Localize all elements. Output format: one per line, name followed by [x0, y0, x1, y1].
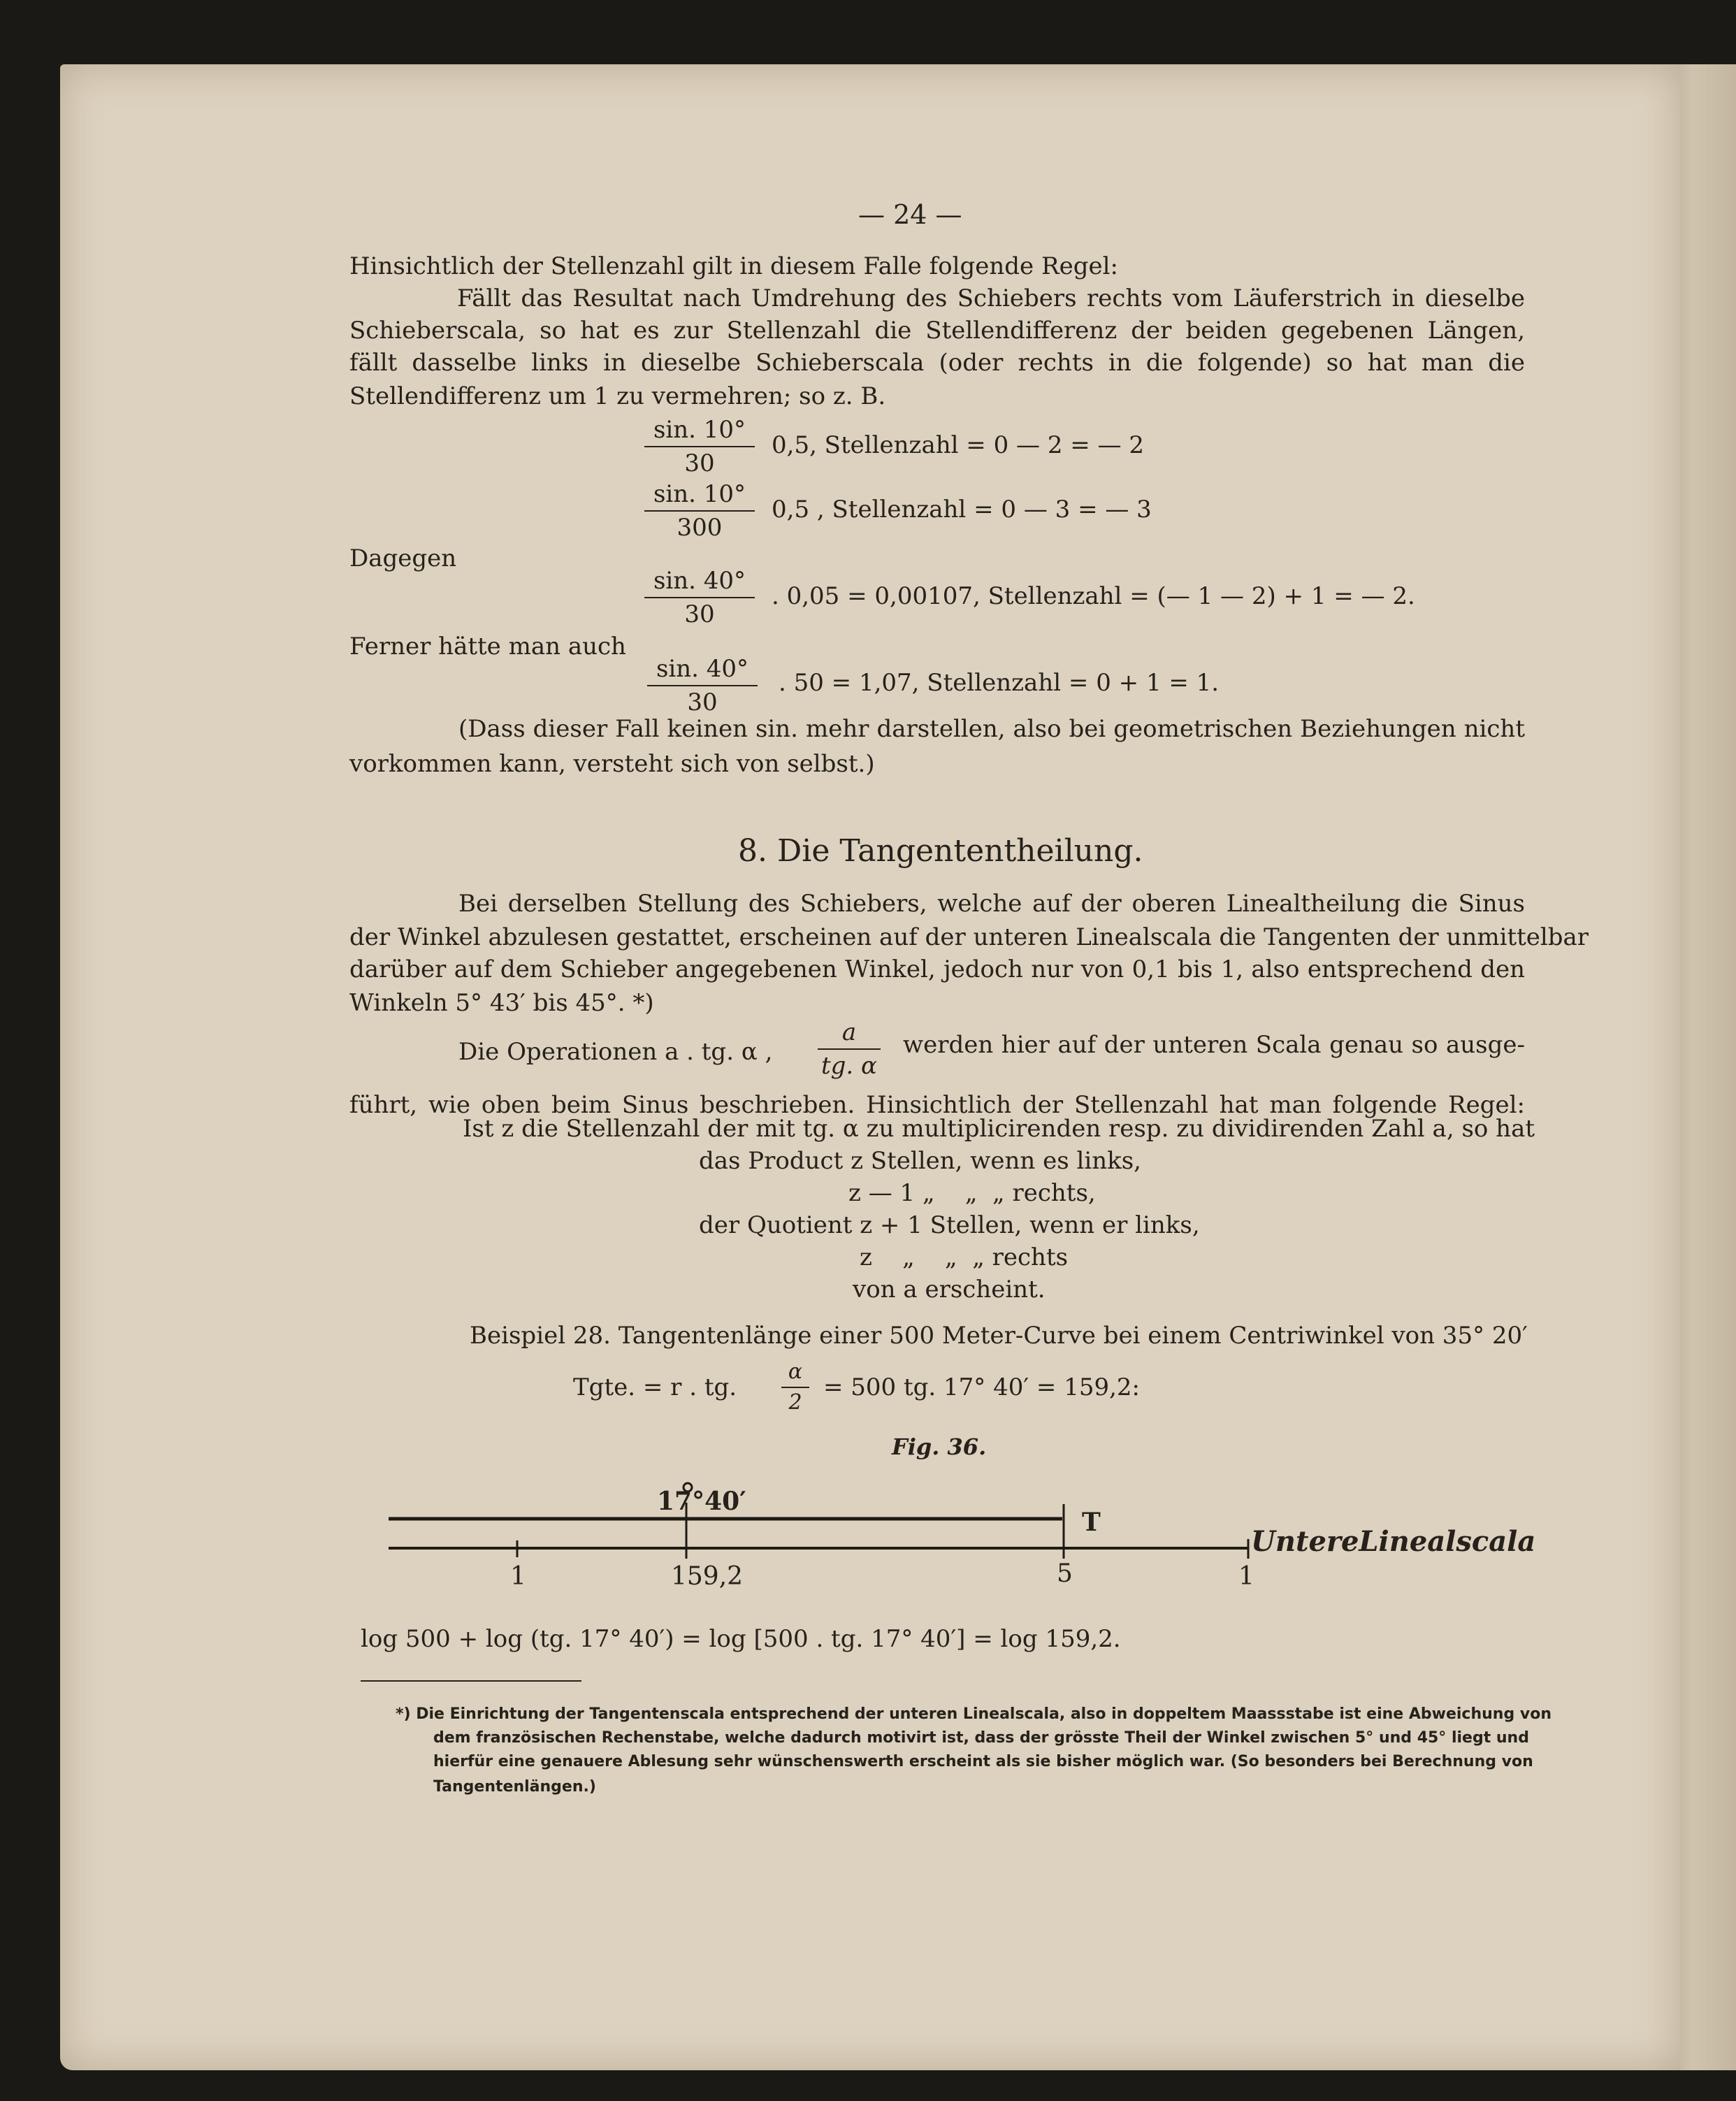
tick-label: 1 — [510, 1562, 526, 1591]
text-line: Beispiel 28. Tangentenlänge einer 500 Meter-Curve bei einem Centriwinkel von 35° 20′ — [470, 1322, 1528, 1350]
text-line: darüber auf dem Schieber angegebenen Winkel, jedoch nur von 0,1 bis 1, also entsprechend den — [349, 955, 1525, 983]
text-line: werden hier auf der unteren Scala genau so ausge- — [903, 1031, 1525, 1059]
text-line: Fällt das Resultat nach Umdrehung des Schiebers rechts vom Läuferstrich in dieselbe — [457, 284, 1525, 312]
text-line: vorkommen kann, versteht sich von selbst.) — [349, 750, 875, 778]
text-line: Winkeln 5° 43′ bis 45°. *) — [349, 989, 654, 1017]
text-line: Schieberscala, so hat es zur Stellenzahl die Stellendifferenz der beiden gegebenen Längen, — [349, 317, 1525, 345]
log-equation: log 500 + log (tg. 17° 40′) = log [500 . tg. 17° 40′] = log 159,2. — [361, 1625, 1121, 1653]
fraction: sin. 40° 30 — [647, 657, 758, 714]
text-line: = 500 tg. 17° 40′ = 159,2: — [823, 1373, 1140, 1401]
text-line: hierfür eine genauere Ablesung sehr wünschenswerth erscheint als sie bisher möglich war. (So besonders bei Berechnung von — [433, 1753, 1533, 1770]
text-ferner: Ferner hätte man auch — [349, 633, 626, 660]
text-line: der Winkel abzulesen gestattet, erscheinen auf der unteren Linealscala die Tangenten der unmittelbar — [349, 923, 1589, 951]
scale-name: UntereLinealscala — [1251, 1525, 1536, 1558]
tick-label: 5 — [1057, 1559, 1073, 1588]
text-line: Tangentenlängen.) — [433, 1778, 596, 1796]
figure-caption: Fig. 36. — [892, 1434, 987, 1460]
fraction: a tg. α — [818, 1020, 881, 1078]
page-number: — 24 — — [858, 199, 962, 230]
equation-example-2: 0,5 , Stellenzahl = 0 — 3 = — 3 — [772, 496, 1152, 524]
footnote-divider — [361, 1680, 581, 1682]
text-line: *) Die Einrichtung der Tangentenscala entsprechend der unteren Linealscala, also in doppeltem Maassstabe ist eine Abweichung von — [396, 1705, 1551, 1723]
text-line: Hinsichtlich der Stellenzahl gilt in diesem Falle folgende Regel: — [349, 252, 1118, 280]
text-line: z „ „ „ rechts — [860, 1243, 1069, 1271]
text-line: fällt dasselbe links in dieselbe Schieberscala (oder rechts in die folgende) so hat man die — [349, 349, 1525, 377]
text-line: dem französischen Rechenstabe, welche dadurch motivirt ist, dass der grösste Theil der Winkel zwischen 5° und 45° liegt und — [433, 1729, 1529, 1747]
text-line: von a erscheint. — [853, 1276, 1046, 1304]
tick-label: 1 — [1238, 1562, 1254, 1591]
text-line: das Product z Stellen, wenn es links, — [699, 1147, 1141, 1175]
fraction: sin. 10° 300 — [644, 482, 755, 540]
fraction: sin. 10° 30 — [644, 418, 755, 475]
text-line: Ist z die Stellenzahl der mit tg. α zu multiplicirenden resp. zu dividirenden Zahl a, so hat — [463, 1115, 1535, 1143]
fraction: sin. 40° 30 — [644, 569, 755, 626]
text-line: führt, wie oben beim Sinus beschrieben. Hinsichtlich der Stellenzahl hat man folgende Regel: — [349, 1091, 1525, 1119]
tick-label: 159,2 — [671, 1562, 744, 1591]
text-line: z — 1 „ „ „ rechts, — [848, 1179, 1096, 1207]
text-line: Stellendifferenz um 1 zu vermehren; so z. B. — [349, 382, 886, 410]
fraction: α 2 — [781, 1362, 809, 1413]
text-line: (Dass dieser Fall keinen sin. mehr darstellen, also bei geometrischen Beziehungen nicht — [458, 715, 1525, 743]
t-label: T — [1082, 1508, 1101, 1537]
text-line: Tgte. = r . tg. — [573, 1373, 737, 1401]
text-dagegen: Dagegen — [349, 544, 457, 572]
equation-example-4: . 50 = 1,07, Stellenzahl = 0 + 1 = 1. — [779, 669, 1220, 697]
text-line: Die Operationen a . tg. α , — [458, 1038, 773, 1066]
angle-label: 17°40′ — [657, 1487, 746, 1516]
equation-example-3: . 0,05 = 0,00107, Stellenzahl = (— 1 — 2) + 1 = — 2. — [772, 582, 1415, 610]
section-title: 8. Die Tangententheilung. — [738, 833, 1143, 869]
equation-example-1: 0,5, Stellenzahl = 0 — 2 = — 2 — [772, 431, 1145, 459]
text-line: der Quotient z + 1 Stellen, wenn er links, — [699, 1211, 1200, 1239]
text-line: Bei derselben Stellung des Schiebers, welche auf der oberen Linealtheilung die Sinus — [458, 890, 1525, 918]
